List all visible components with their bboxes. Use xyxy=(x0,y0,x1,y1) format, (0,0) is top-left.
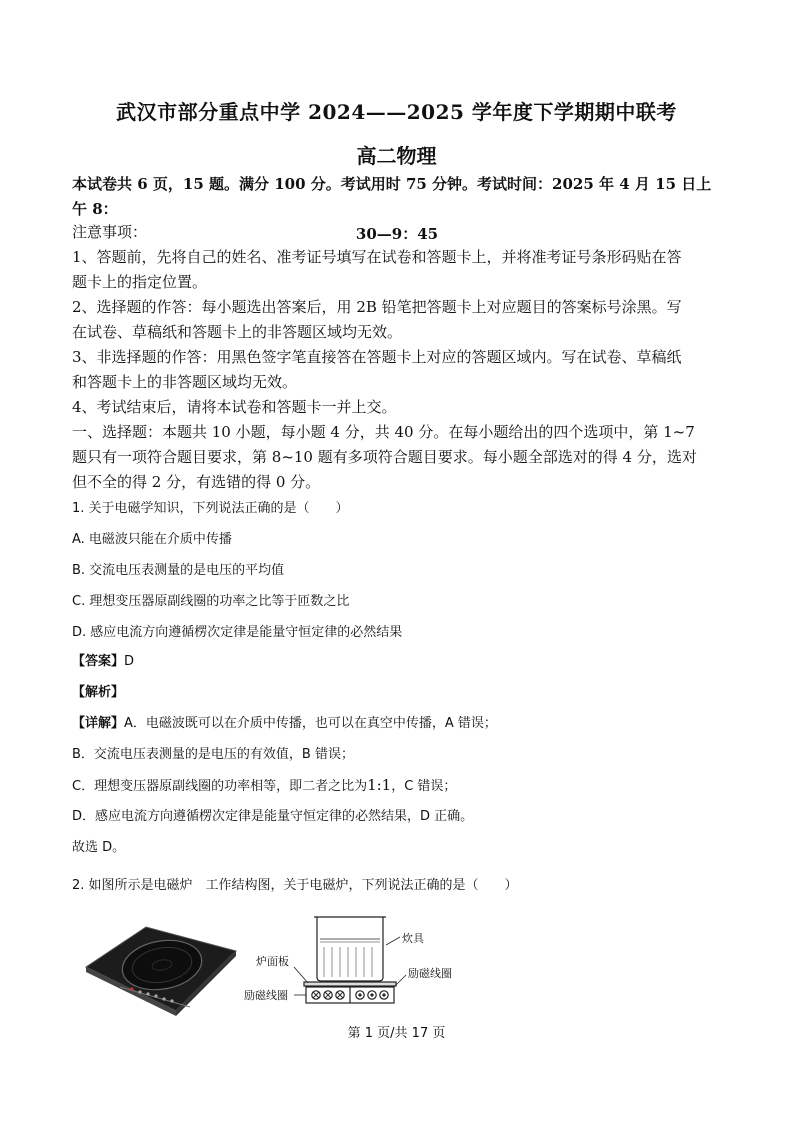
leader-line xyxy=(394,975,406,987)
structure-diagram xyxy=(294,917,406,1003)
detail-b: B．交流电压表测量的是电压的有效值，B 错误； xyxy=(72,747,354,762)
page-footer: 第 1 页/共 17 页 xyxy=(347,1026,446,1041)
answer-value: D xyxy=(124,654,135,669)
detail-d: D．感应电流方向遵循楞次定律是能量守恒定律的必然结果，D 正确。 xyxy=(72,809,474,824)
detail-c-text: C．理想变压器原副线圈的功率相等，即二者之比为 xyxy=(72,779,368,794)
option-b: B. 交流电压表测量的是电压的平均值 xyxy=(72,563,285,578)
analysis-tag: 【解析】 xyxy=(72,685,125,700)
detail-tag: 【详解】 xyxy=(72,716,125,731)
question-stem: 2. 如图所示是电磁炉 工作结构图，关于电磁炉，下列说法正确的是（ ） xyxy=(72,878,518,893)
question-1 xyxy=(72,493,722,648)
option-a: A. 电磁波只能在介质中传播 xyxy=(72,532,232,547)
induction-cooker-figure xyxy=(80,915,480,1025)
notes-item: 1、答题前，先将自己的姓名、准考证号填写在试卷和答题卡上，并将准考证号条形码贴在答 xyxy=(72,248,682,266)
label-cookware: 炊具 xyxy=(402,932,424,945)
ratio-value: 1:1 xyxy=(367,776,392,794)
notes-section xyxy=(72,220,722,495)
coil-cross-icon xyxy=(312,991,344,999)
label-coil-right: 励磁线圈 xyxy=(408,967,452,980)
detail-line xyxy=(72,708,722,739)
notes-item: 2、选择题的作答：每小题选出答案后，用 2B 铅笔把答题卡上对应题目的答案标号涂黑。写 xyxy=(72,298,682,316)
analysis-line xyxy=(72,677,722,708)
question-stem: 1. 关于电磁学知识，下列说法正确的是（ ） xyxy=(72,501,349,516)
detail-a: A．电磁波既可以在介质中传播，也可以在真空中传播，A 错误； xyxy=(124,716,497,731)
notes-heading: 注意事项： xyxy=(72,223,148,241)
notes-item: 和答题卡上的非答题区域均无效。 xyxy=(72,373,298,391)
notes-item: 4、考试结束后，请将本试卷和答题卡一并上交。 xyxy=(72,398,397,416)
exam-subject: 高二物理 xyxy=(356,144,437,168)
label-coil-left: 励磁线圈 xyxy=(244,989,288,1002)
option-c: C. 理想变压器原副线圈的功率之比等于匝数之比 xyxy=(72,594,350,609)
leader-line xyxy=(294,967,308,983)
exam-title: 武汉市部分重点中学 2024——2025 学年度下学期期中联考 xyxy=(116,100,677,124)
section-instruction: 但不全的得 2 分，有选错的得 0 分。 xyxy=(72,473,321,491)
leader-line xyxy=(386,937,400,945)
answer-tag: 【答案】 xyxy=(72,654,125,669)
option-d: D. 感应电流方向遵循楞次定律是能量守恒定律的必然结果 xyxy=(72,625,403,640)
notes-item: 题卡上的指定位置。 xyxy=(72,273,208,291)
cookware-outline xyxy=(317,917,383,981)
question-2 xyxy=(72,870,722,901)
answer-line xyxy=(72,646,722,677)
exam-info-line: 30—9：45 xyxy=(355,225,439,243)
detail-c-text: ，C 错误； xyxy=(391,779,457,794)
notes-item: 在试卷、草稿纸和答题卡上的非答题区域均无效。 xyxy=(72,323,403,341)
conclusion: 故选 D。 xyxy=(72,840,126,855)
induction-cooker-photo xyxy=(86,927,236,1016)
section-instruction: 一、选择题：本题共 10 小题，每小题 4 分，共 40 分。在每小题给出的四个选项中，第 1~7 xyxy=(72,423,695,441)
solution-1 xyxy=(72,646,722,863)
section-instruction: 题只有一项符合题目要求，第 8~10 题有多项符合题目要求。每小题全部选对的得 4 分，选对 xyxy=(72,448,697,466)
detail-c xyxy=(72,770,722,801)
stove-panel-shape xyxy=(304,982,396,986)
label-panel: 炉面板 xyxy=(256,955,289,968)
coil-dot-icon xyxy=(356,991,388,999)
notes-item: 3、非选择题的作答：用黑色签字笔直接答在答题卡上对应的答题区域内。写在试卷、草稿纸 xyxy=(72,348,682,366)
exam-info-line: 本试卷共 6 页，15 题。满分 100 分。考试用时 75 分钟。考试时间：2025 年 4 月 15 日上午 8： xyxy=(72,175,712,218)
